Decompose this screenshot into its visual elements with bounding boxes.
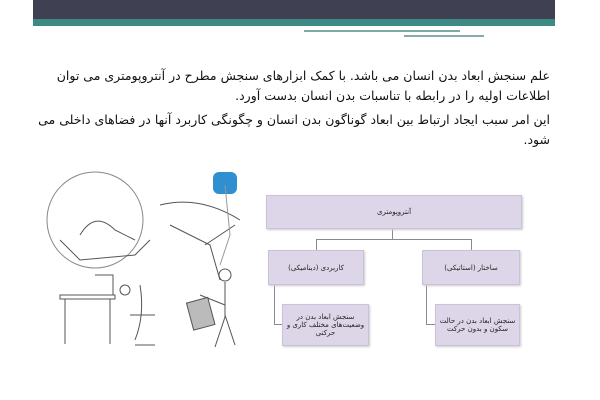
diagram-node-static: ساختار (استاتیکی) (422, 250, 520, 285)
header-accent (33, 19, 555, 26)
header-accent-line (304, 30, 460, 32)
header-accent-line (404, 35, 484, 37)
paragraph-2: این امر سبب ایجاد ارتباط بین ابعاد گوناگون بدن انسان و چگونگی کاربرد آنها در فضاهای داخلی می شود. (38, 112, 550, 147)
header-bar (33, 0, 555, 19)
diagram-node-dynamic: کاربردی (دینامیکی) (268, 250, 364, 285)
diagram-node-dynamic-desc: سنجش ابعاد بدن در وضعیت‌های مختلف کاری و حرکتی (282, 304, 369, 346)
diagram-node-static-desc: سنجش ابعاد بدن در حالت سکون و بدون حرکت (435, 304, 520, 346)
diagram-root: آنتروپومتری (266, 195, 522, 229)
paragraph-1: علم سنجش ابعاد بدن انسان می باشد. با کمک ابزارهای سنجش مطرح در آنتروپومتری می توان اطلاعات اولیه را در رابطه با تناسبات بدن انسان بدست آورد. (56, 68, 550, 103)
ergonomics-illustration (40, 165, 260, 360)
